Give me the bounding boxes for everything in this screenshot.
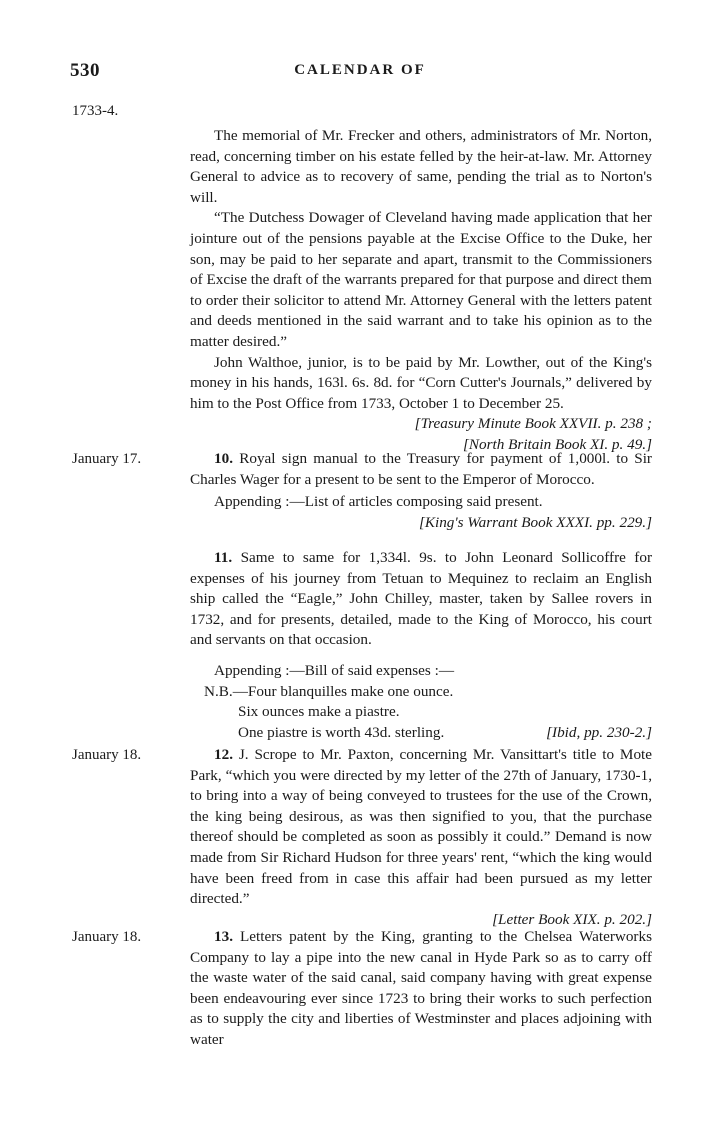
entry-appending: Appending :—List of articles composing said present. — [214, 493, 543, 511]
walthoe-reference-2: [North Britain Book XI. p. 49.] — [463, 435, 652, 453]
nb-line-2: Six ounces make a piastre. — [238, 703, 400, 721]
entry-11 — [190, 548, 652, 743]
margin-date-entry-12: January 18. — [72, 747, 142, 763]
entry-number: 13. — [214, 928, 233, 945]
entry-text: Royal sign manual to the Treasury for payment of 1,000l. to Sir Charles Wager for a present to be sent to the Emperor of Morocco. — [190, 450, 652, 488]
entry-block-1733 — [190, 126, 652, 456]
memorial-paragraph: The memorial of Mr. Frecker and others, administrators of Mr. Norton, read, concerning timber on his estate felled by the heir-at-law. Mr. Attorney General to advice as to recovery of same, pending the trial as to Norton's will. — [190, 127, 652, 206]
entry-number: 11. — [214, 549, 233, 566]
entry-12 — [190, 745, 652, 930]
nb-line-3: One piastre is worth 43d. sterling. — [238, 723, 445, 741]
margin-date-entry-10: January 17. — [72, 451, 142, 467]
entry-10 — [190, 449, 652, 533]
entry-number: 12. — [214, 746, 233, 763]
nb-line-3-row — [204, 723, 652, 744]
dutchess-paragraph: “The Dutchess Dowager of Cleveland having made application that her jointure out of the pensions payable at the Excise Office to the Duke, her son, may be paid to her separate and apart, transmit to the Commissioners of Excise the draft of the warrants prepared for that purpose and direct them to order their solicitor to attend Mr. Attorney General with the letters patent and deeds mentioned in the said warrant and to take his opinion as to the matter desired.” — [190, 209, 652, 350]
nb-block — [190, 682, 652, 744]
nb-line-1: N.B.—Four blanquilles make one ounce. — [204, 682, 454, 700]
walthoe-paragraph: John Walthoe, junior, is to be paid by Mr. Lowther, out of the King's money in his hands, 163l. 6s. 8d. for “Corn Cutter's Journals,” delivered by him to the Post Office from 1733, October 1 to December 25. — [190, 353, 652, 412]
margin-year: 1733-4. — [72, 103, 119, 119]
entry-text: Letters patent by the King, granting to the Chelsea Waterworks Company to lay a pipe into the new canal in Hyde Park so as to carry off the waste water of the said canal, said company having with great expense been endeavouring ever since 1723 to bring their works to such perfection as to supply the city and liberties of Westminster and places adjoining with water — [190, 928, 652, 1048]
entry-13 — [190, 927, 652, 1051]
entry-text: J. Scrope to Mr. Paxton, concerning Mr. Vansittart's title to Mote Park, “which you were directed by my letter of the 27th of January, 1730-1, to bring into a way of being conveyed to trustees for the use of the Crown, the king being desirous, as was then signified to you, that the purchase thereof should be completed as soon as possibly it could.” Demand is now made from Sir Richard Hudson for three years' rent, “which the king would have been freed from in case this affair had been pursued as my letter directed.” — [190, 746, 652, 908]
entry-text: Same to same for 1,334l. 9s. to John Leonard Sollicoffre for expenses of his journey from Tetuan to Mequinez to reclaim an English ship called the “Eagle,” John Chilley, master, taken by Sallee rovers in 1732, and for presents, detailed, made to the King of Morocco, his court and servants on that occasion. — [190, 549, 652, 649]
entry-appending: Appending :—Bill of said expenses :— — [214, 661, 455, 679]
entry-reference: [King's Warrant Book XXXI. pp. 229.] — [418, 513, 652, 531]
margin-date-entry-13: January 18. — [72, 929, 142, 945]
walthoe-reference-1: [Treasury Minute Book XXVII. p. 238 ; — [414, 415, 652, 433]
entry-number: 10. — [214, 450, 233, 467]
page-number: 530 — [70, 60, 100, 81]
entry-reference: [Letter Book XIX. p. 202.] — [492, 910, 652, 928]
running-title: CALENDAR OF — [294, 62, 426, 78]
entry-reference: [Ibid, pp. 230-2.] — [546, 723, 652, 741]
